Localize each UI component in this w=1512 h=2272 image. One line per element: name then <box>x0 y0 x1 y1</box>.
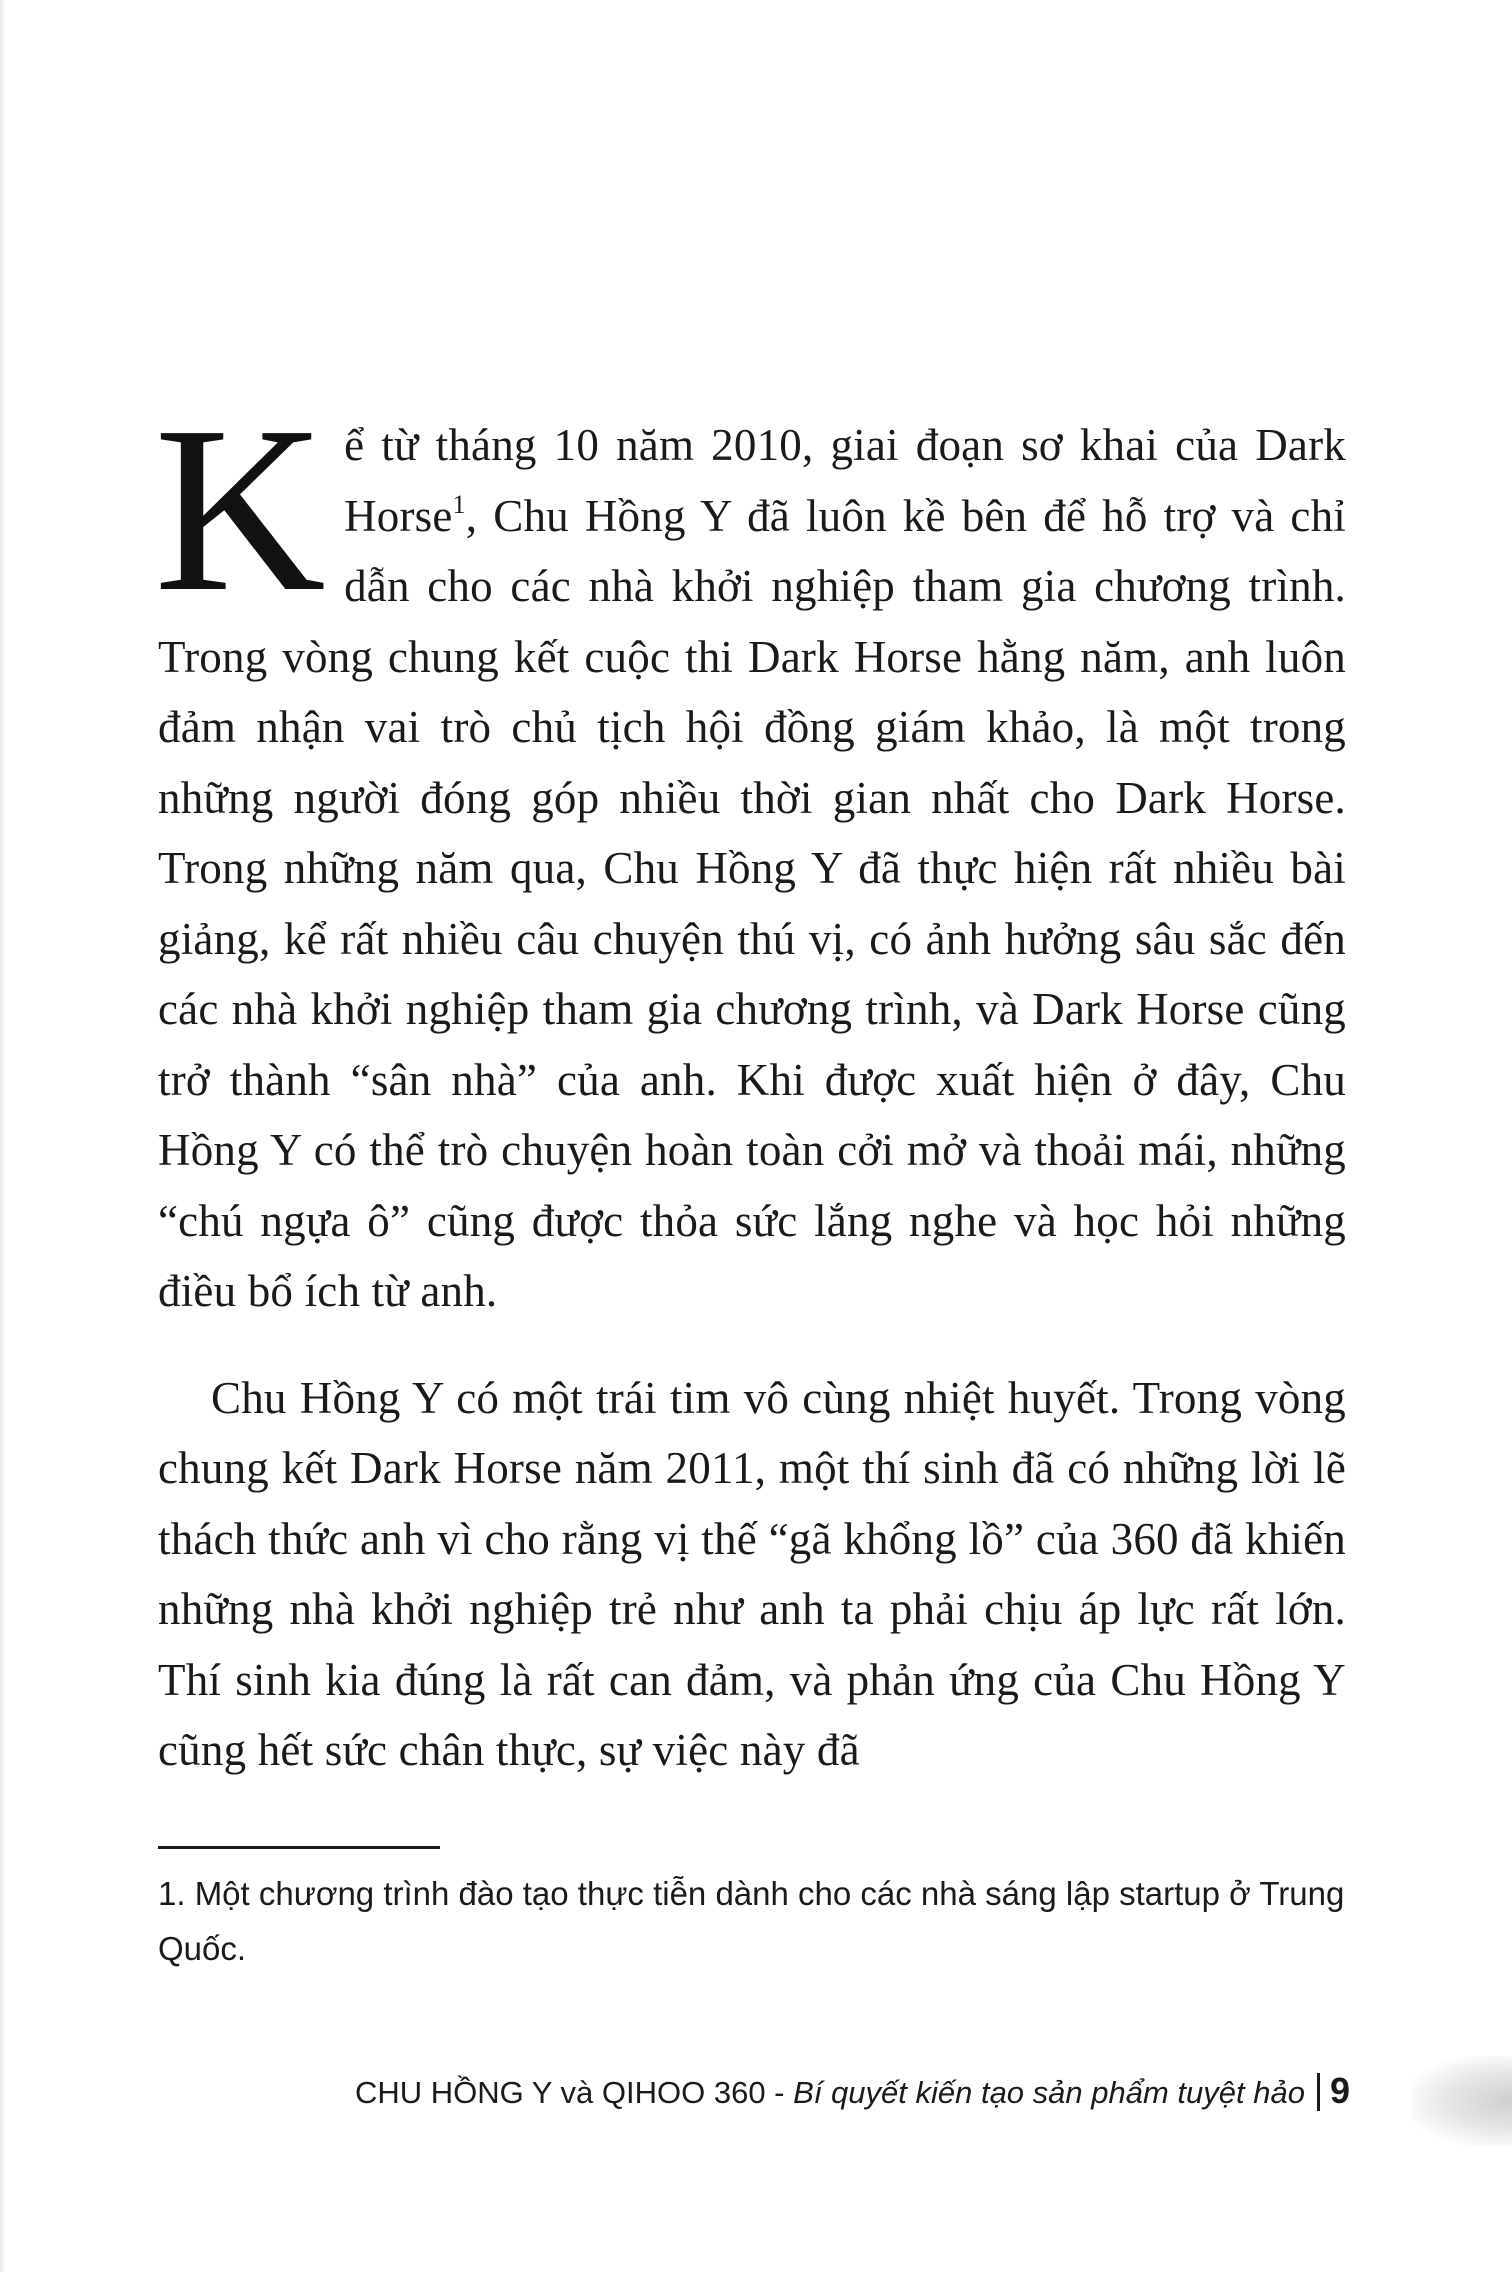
footer-book-title: CHU HỒNG Y và QIHOO 360 - <box>354 2075 794 2110</box>
scan-left-edge <box>0 0 6 2272</box>
paragraph-1-text-rest: , Chu Hồng Y đã luôn kề bên để hỗ trợ và chỉ dẫn cho các nhà khởi nghiệp tham gia chương trình. Trong vòng chung kết cuộc thi Dark Horse hằng năm, anh luôn đảm nhận vai trò chủ tịch hội đồng giám khảo, là một trong những người đóng góp nhiều thời gian nhất cho Dark Horse. Trong những năm qua, Chu Hồng Y đã thực hiện rất nhiều bài giảng, kể rất nhiều câu chuyện thú vị, có ảnh hưởng sâu sắc đến các nhà khởi nghiệp tham gia chương trình, và Dark Horse cũng trở thành “sân nhà” của anh. Khi được xuất hiện ở đây, Chu Hồng Y có thể trò chuyện hoàn toàn cởi mở và thoải mái, những “chú ngựa ô” cũng được thỏa sức lắng nghe và học hỏi những điều bổ ích từ anh. <box>158 490 1346 1316</box>
footer-subtitle: Bí quyết kiến tạo sản phẩm tuyệt hảo <box>793 2075 1305 2110</box>
page-number: 9 <box>1329 2070 1350 2111</box>
footer-separator <box>1317 2073 1320 2111</box>
footnote-marker: 1 <box>452 489 466 519</box>
body-text <box>154 378 1346 1786</box>
paragraph-1 <box>154 378 1346 1327</box>
footnote-divider <box>158 1846 440 1849</box>
paragraph-2: Chu Hồng Y có một trái tim vô cùng nhiệt huyết. Trong vòng chung kết Dark Horse năm 2011, một thí sinh đã có những lời lẽ thách thức anh vì cho rằng vị thế “gã khổng lồ” của 360 đã khiến những nhà khởi nghiệp trẻ như anh ta phải chịu áp lực rất lớn. Thí sinh kia đúng là rất can đảm, và phản ứng của Chu Hồng Y cũng hết sức chân thực, sự việc này đã <box>158 1372 1346 1775</box>
paragraph-1-text-start: ể từ tháng 10 năm 2010, giai đoạn sơ khai của Dark Horse <box>344 420 1346 541</box>
footnote: 1. Một chương trình đào tạo thực tiễn dành cho các nhà sáng lập startup ở Trung Quốc. <box>158 1875 1345 1967</box>
drop-cap: K <box>154 378 327 641</box>
running-footer <box>355 2070 1350 2112</box>
scan-smudge <box>1412 2056 1512 2146</box>
